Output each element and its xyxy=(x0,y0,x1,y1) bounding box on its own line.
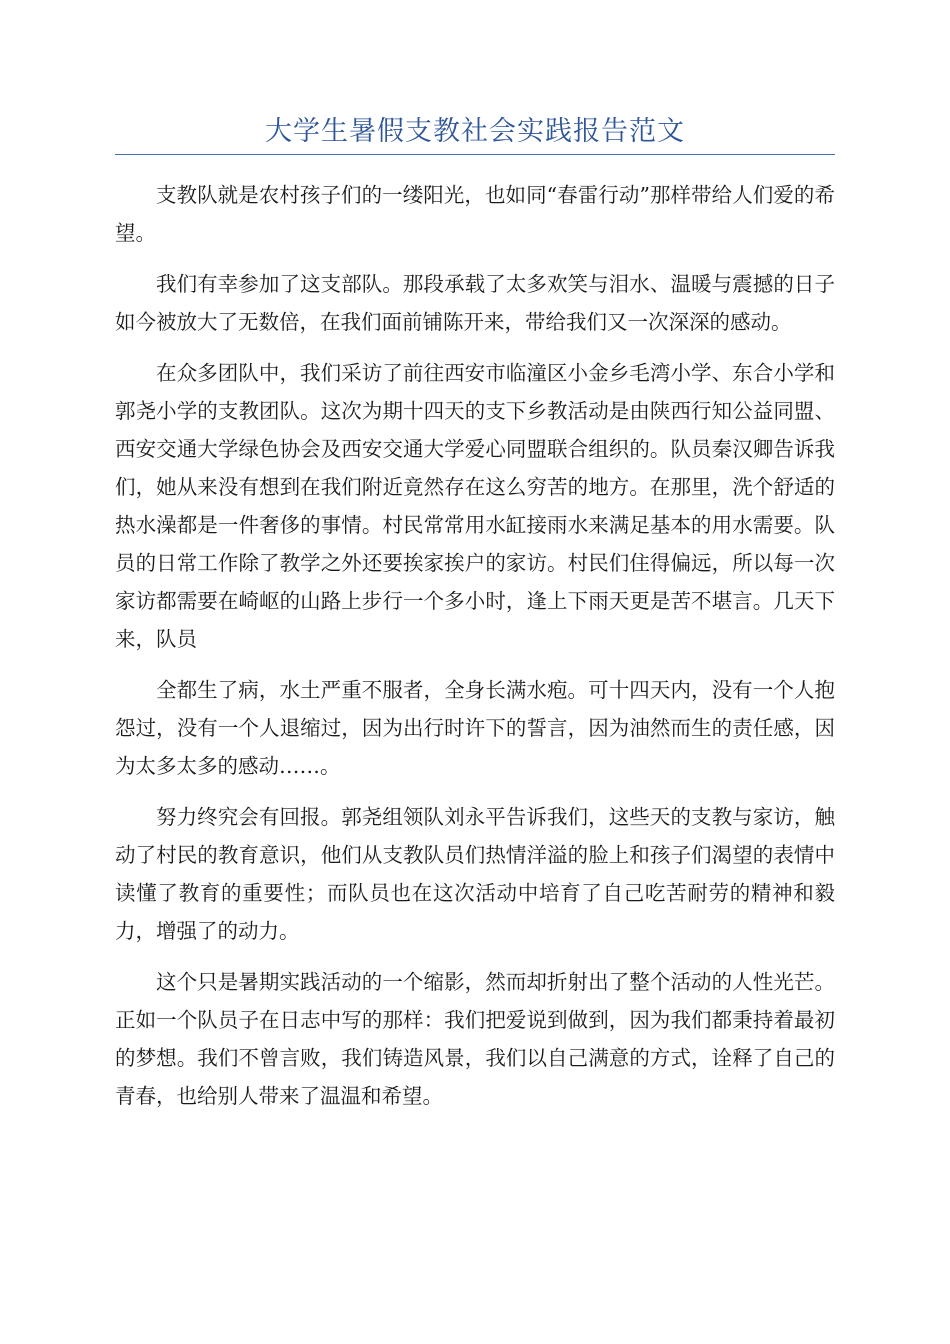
paragraph-2: 我们有幸参加了这支部队。那段承载了太多欢笑与泪水、温暖与震撼的日子如今被放大了无数倍，在我们面前铺陈开来，带给我们又一次深深的感动。 xyxy=(115,272,835,334)
paragraph-1: 支教队就是农村孩子们的一缕阳光，也如同“春雷行动”那样带给人们爱的希望。 xyxy=(115,183,835,245)
paragraph-6: 这个只是暑期实践活动的一个缩影，然而却折射出了整个活动的人性光芒。正如一个队员子在日志中写的那样：我们把爱说到做到，因为我们都秉持着最初的梦想。我们不曾言败，我们铸造风景，我们以自己满意的方式，诠释了自己的青春，也给别人带来了温温和希望。 xyxy=(115,970,835,1108)
document-body xyxy=(115,176,835,1128)
document-title: 大学生暑假支教社会实践报告范文 xyxy=(265,116,685,147)
title-underline xyxy=(115,154,835,155)
paragraph-3: 在众多团队中，我们采访了前往西安市临潼区小金乡毛湾小学、东合小学和郭尧小学的支教团队。这次为期十四天的支下乡教活动是由陕西行知公益同盟、西安交通大学绿色协会及西安交通大学爱心同盟联合组织的。队员秦汉卿告诉我们，她从来没有想到在我们附近竟然存在这么穷苦的地方。在那里，洗个舒适的热水澡都是一件奢侈的事情。村民常常用水缸接雨水来满足基本的用水需要。队员的日常工作除了教学之外还要挨家挨户的家访。村民们住得偏远，所以每一次家访都需要在崎岖的山路上步行一个多小时，逢上下雨天更是苦不堪言。几天下来，队员 xyxy=(115,361,835,651)
paragraph-4: 全都生了病，水土严重不服者，全身长满水疱。可十四天内，没有一个人抱怨过，没有一个人退缩过，因为出行时许下的誓言，因为油然而生的责任感，因为太多太多的感动……。 xyxy=(115,678,835,778)
paragraph-5: 努力终究会有回报。郭尧组领队刘永平告诉我们，这些天的支教与家访，触动了村民的教育意识，他们从支教队员们热情洋溢的脸上和孩子们渴望的表情中读懂了教育的重要性；而队员也在这次活动中培育了自己吃苦耐劳的精神和毅力，增强了的动力。 xyxy=(115,805,835,943)
